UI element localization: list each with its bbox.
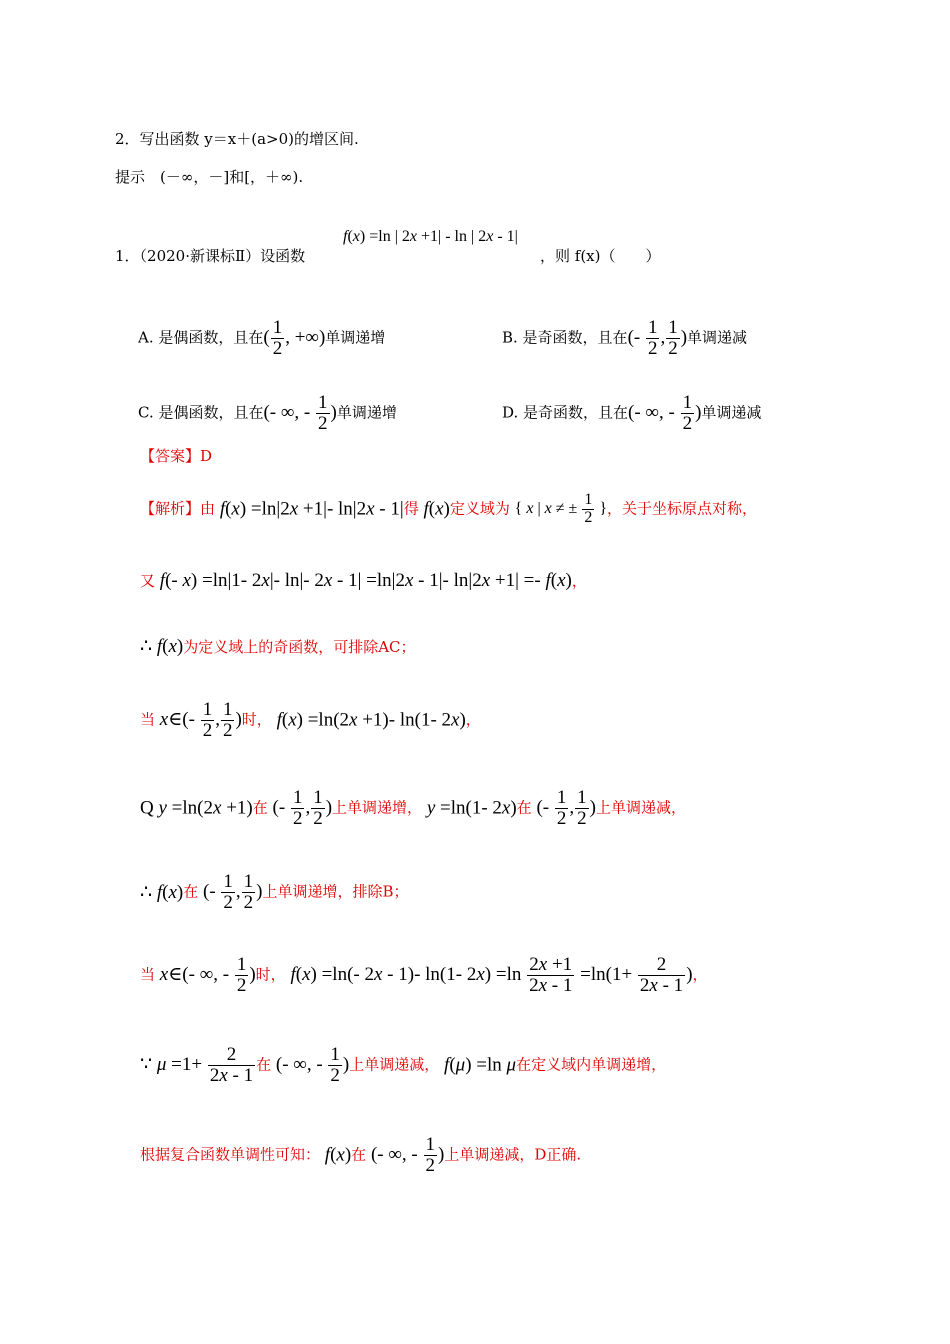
- analysis-line-9: 根据复合函数单调性可知： f(x)在 (- ∞, - $\frac{1}{2}$ )上单调递减，D正确.: [140, 1134, 582, 1176]
- analysis-label: 【解析】: [140, 499, 201, 518]
- option-c-interval: (- ∞, - $\frac{1}{2}$ ): [263, 392, 337, 434]
- formula-x-in-left: x∈(- ∞, - $\frac{1}{2}$ ): [159, 954, 256, 996]
- formula-interval-3: (- $\frac{1}{2}$ , $\frac{1}{2}$ ): [203, 871, 263, 913]
- analysis-line-4: 当 x∈(- $\frac{1}{2}$ , $\frac{1}{2}$ )时， f(x) =ln(2x +1)- ln(1- 2x)，: [140, 699, 481, 741]
- formula-f-mu: f(μ) =ln μ: [444, 1054, 517, 1076]
- formula-fx-mid: f(x) =ln(2x +1)- ln(1- 2x): [276, 709, 466, 731]
- option-d[interactable]: D. 是奇函数，且在(- ∞, - $\frac{1}{2}$ )单调递减: [502, 392, 762, 434]
- formula-fx-left: f(x) =ln(- 2x - 1)- ln(1- 2x) =ln $\frac{2x +1}{2x - 1}$ =ln(1+ $\frac{2}{2x - 1}$ ): [290, 954, 693, 996]
- option-a-interval: ( $\frac{1}{2}$ , +∞): [263, 317, 326, 359]
- problem-suffix: ，则 f(x)（ ）: [540, 247, 661, 265]
- answer-value: D: [200, 447, 213, 465]
- intro-question-2: 2．写出函数 y＝x＋(a>0)的增区间.: [115, 130, 359, 148]
- analysis-line-5: Q y =ln(2x +1)在 (- $\frac{1}{2}$ , $\frac{1}{2}$ )上单调递增， y =ln(1- 2x)在 (- $\frac{1}{2}$ , $\frac{1}{2}$ )上单调递减，: [140, 787, 686, 829]
- formula-fx-final: f(x): [324, 1144, 352, 1166]
- option-b-interval: (- $\frac{1}{2}$ , $\frac{1}{2}$ ): [627, 317, 688, 359]
- problem-number: 1．（2020·新课标Ⅱ）设函数: [115, 247, 306, 265]
- answer: [140, 445, 212, 466]
- analysis-line-3: ∴ f(x)为定义域上的奇函数，可排除AC；: [140, 636, 416, 657]
- analysis-line-6: ∴ f(x)在 (- $\frac{1}{2}$ , $\frac{1}{2}$ )上单调递增，排除B；: [140, 871, 409, 913]
- formula-therefore-fx: ∴ f(x): [140, 636, 184, 657]
- formula-interval-4: (- ∞, - $\frac{1}{2}$ ): [275, 1044, 350, 1086]
- option-c[interactable]: C. 是偶函数，且在(- ∞, - $\frac{1}{2}$ )单调递增: [138, 392, 397, 434]
- analysis-line-2: 又 f(- x) =ln|1- 2x|- ln|- 2x - 1| =ln|2x - 1|- ln|2x +1| =- f(x)，: [140, 570, 587, 591]
- analysis-line-1: 【解析】由 f(x) =ln|2x +1|- ln|2x - 1|得 f(x)定义域为 { x | x ≠ ± $\frac{1}{2}$ }，关于坐标原点对称，: [140, 491, 758, 526]
- formula-fx: f(x): [423, 498, 450, 520]
- option-b[interactable]: B. 是奇函数，且在(- $\frac{1}{2}$ , $\frac{1}{2}$ )单调递减: [502, 317, 748, 359]
- formula-x-in-mid: x∈(- $\frac{1}{2}$ , $\frac{1}{2}$ ): [159, 699, 242, 741]
- problem-function: f(x) =ln | 2x +1| - ln | 2x - 1|: [343, 228, 518, 245]
- formula-interval-1: (- $\frac{1}{2}$ , $\frac{1}{2}$ ): [272, 787, 333, 829]
- formula-interval-5: (- ∞, - $\frac{1}{2}$ ): [370, 1134, 445, 1176]
- formula-therefore-fx-2: ∴ f(x): [140, 881, 184, 903]
- formula-y2: y =ln(1- 2x): [426, 797, 517, 819]
- analysis-line-7: 当 x∈(- ∞, - $\frac{1}{2}$ )时， f(x) =ln(- 2x - 1)- ln(1- 2x) =ln $\frac{2x +1}{2x - 1}$ =ln(1+ $\frac{2}{2x - 1}$ )，: [140, 954, 708, 996]
- formula-y1: Q y =ln(2x +1): [140, 797, 253, 819]
- option-a[interactable]: A. 是偶函数，且在( $\frac{1}{2}$ , +∞)单调递增: [138, 317, 386, 359]
- formula-odd-proof: f(- x) =ln|1- 2x|- ln|- 2x - 1| =ln|2x - 1|- ln|2x +1| =- f(x): [159, 570, 572, 591]
- formula-domain: { x | x ≠ ± $\frac{1}{2}$ }: [514, 491, 608, 526]
- analysis-line-8: ∵ μ =1+ $\frac{2}{2x - 1}$ 在 (- ∞, - $\frac{1}{2}$ )上单调递减， f(μ) =ln μ在定义域内单调递增，: [140, 1044, 667, 1086]
- option-d-interval: (- ∞, - $\frac{1}{2}$ ): [628, 392, 702, 434]
- formula-f-def: f(x) =ln|2x +1|- ln|2x - 1|: [219, 498, 404, 520]
- answer-label: 【答案】: [140, 447, 201, 465]
- formula-interval-2: (- $\frac{1}{2}$ , $\frac{1}{2}$ ): [536, 787, 596, 829]
- intro-hint: 提示 (－∞，－]和[，＋∞).: [115, 168, 304, 186]
- formula-mu: ∵ μ =1+ $\frac{2}{2x - 1}$: [140, 1044, 254, 1086]
